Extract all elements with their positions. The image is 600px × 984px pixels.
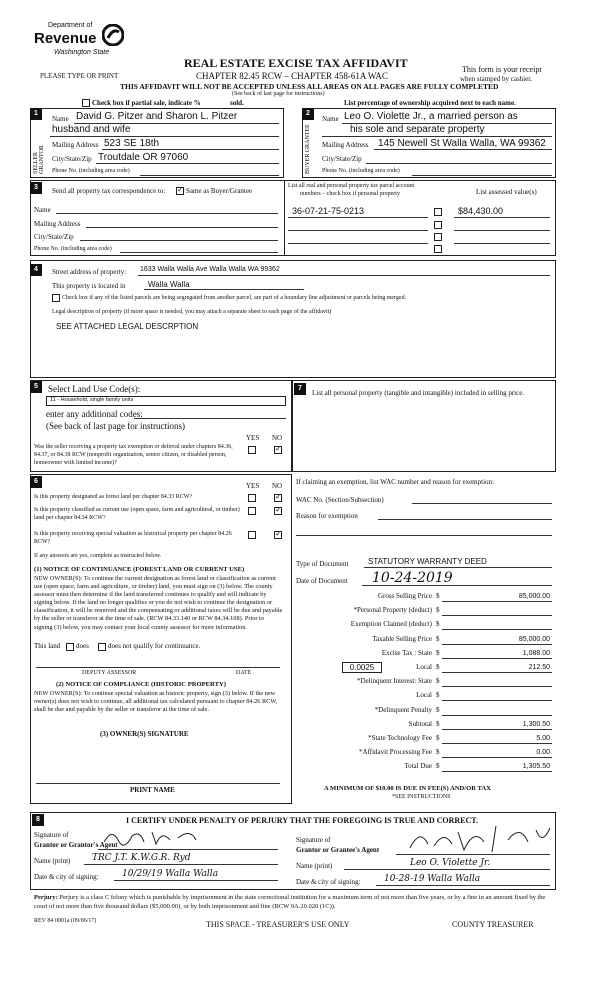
partial-sale-sold: sold. xyxy=(230,99,244,107)
tax-row-label: *Delinquent Penalty xyxy=(374,705,432,714)
tax-row-label: Exemption Claimed (deduct) xyxy=(350,620,432,629)
seller-mailing-value[interactable]: 523 SE 18th xyxy=(104,138,160,149)
parcel-pp-checkbox-4[interactable] xyxy=(434,245,442,253)
currency-symbol: $ xyxy=(436,663,440,671)
doc-type-label: Type of Document xyxy=(296,560,349,568)
tax-row-label: *Delinquent Interest: State xyxy=(356,677,432,686)
receipt-note-1: This form is your receipt xyxy=(462,65,542,74)
tax-row-label: Local xyxy=(416,663,432,671)
section-7-number: 7 xyxy=(294,383,306,395)
legal-value[interactable]: SEE ATTACHED LEGAL DESCRPTION xyxy=(56,322,199,331)
see-instructions-note: *SEE INSTRUCTIONS xyxy=(392,794,451,800)
located-value[interactable]: Walla Walla xyxy=(148,280,190,289)
doc-date-value[interactable]: 10-24-2019 xyxy=(372,570,453,586)
buyer-name-label: Name xyxy=(322,115,339,123)
seller-city-label: City/State/Zip xyxy=(52,155,92,163)
deputy-assessor-label: DEPUTY ASSESSOR xyxy=(82,670,137,676)
seller-name2-value[interactable]: husband and wife xyxy=(52,124,131,135)
currency-symbol: $ xyxy=(436,677,440,686)
currency-symbol: $ xyxy=(436,734,440,742)
current-use-no-checkbox[interactable] xyxy=(274,507,282,515)
tax-row-value[interactable]: 5.00 xyxy=(536,735,550,742)
sec5-no: NO xyxy=(272,434,283,442)
segregated-label: Check box if any of the listed parcels are being segregated from another parcel, are part of a boundary line adjustment or parcels being merged. xyxy=(62,295,407,301)
grantor-name-handwritten[interactable]: TRC J.T. K.W.G.R. Ryd xyxy=(92,853,191,863)
logo-line1: Department of xyxy=(48,22,93,29)
continuance-title: (1) NOTICE OF CONTINUANCE (FOREST LAND OR CURRENT USE) xyxy=(34,566,245,573)
grantee-agent-label: Grantor or Grantee's Agent xyxy=(296,846,380,854)
land-does-label: does xyxy=(76,642,89,650)
land-use-value: 11 - Household, single family units xyxy=(50,397,134,403)
doc-date-label: Date of Document xyxy=(296,577,348,585)
sec5-see-back: (See back of last page for instructions) xyxy=(46,421,185,431)
grantee-signature[interactable] xyxy=(404,822,554,854)
grantee-sig-label-1: Signature of xyxy=(296,836,331,844)
tax-row-label: *State Technology Fee xyxy=(368,734,432,742)
compliance-title: (2) NOTICE OF COMPLIANCE (HISTORIC PROPERTY) xyxy=(56,681,226,688)
street-label: Street address of property: xyxy=(52,268,127,276)
tax-row-label: Local xyxy=(416,691,432,700)
grantor-date-handwritten[interactable]: 10/29/19 Walla Walla xyxy=(122,869,219,879)
logo-mark-icon xyxy=(102,24,124,46)
tax-row-value[interactable]: 1,088.00 xyxy=(522,649,550,657)
form-warning: THIS AFFIDAVIT WILL NOT BE ACCEPTED UNLESS ALL AREAS ON ALL PAGES ARE FULLY COMPLETED xyxy=(120,82,499,91)
parcel-pp-checkbox-3[interactable] xyxy=(434,233,442,241)
current-use-question: Is this property classified as current use (open space, farm and agricultural, or timber) land per chapter 84.34 RCW? xyxy=(34,507,240,521)
tax-row-value[interactable]: 85,000.00 xyxy=(518,593,550,600)
street-value[interactable]: 1633 Walla Walla Ave Walla Walla WA 99362 xyxy=(140,266,280,273)
additional-codes-label: enter any additional codes: xyxy=(46,409,143,419)
historic-question: Is this property receiving special valuation as historical property per chapter 84.26 RCW? xyxy=(34,531,232,545)
local-rate-field[interactable]: 0.0025 xyxy=(342,662,382,673)
compliance-body: NEW OWNER(S): To continue special valuation as historic property, sign (3) below. If the new owner(s) does not wish to continue, all additional tax calculated pursuant to chapter 84.26 RCW, shall be due and payable by the seller or transferor at the time of sale. xyxy=(34,690,278,714)
tax-row-label: Excise Tax : State xyxy=(381,648,432,657)
section-3-number: 3 xyxy=(30,182,42,194)
tax-row-value[interactable]: 1,300.50 xyxy=(522,720,550,728)
section6-box xyxy=(30,474,292,804)
partial-sale-checkbox[interactable] xyxy=(82,99,90,107)
assessed-header: List assessed value(s) xyxy=(476,188,537,196)
grantee-date-label: Date & city of signing: xyxy=(296,878,361,886)
tax-row-label: *Affidavit Processing Fee xyxy=(359,748,432,757)
currency-symbol: $ xyxy=(436,762,440,771)
grantee-name-handwritten[interactable]: Leo O. Violette Jr. xyxy=(410,858,491,868)
section-2-number: 2 xyxy=(302,108,314,120)
dept-logo xyxy=(30,20,130,70)
buyer-name2-value[interactable]: his sole and separate property xyxy=(350,124,485,135)
print-note: PLEASE TYPE OR PRINT xyxy=(40,72,119,80)
segregated-checkbox[interactable] xyxy=(52,294,60,302)
section-8-number: 8 xyxy=(32,814,44,826)
buyer-phone-label: Phone No. (including area code) xyxy=(322,168,400,174)
same-as-buyer-label: Same as Buyer/Grantee xyxy=(186,187,253,195)
grantor-name-print-label: Name (print) xyxy=(34,857,71,865)
buyer-name-value[interactable]: Leo O. Violette Jr., a married person as xyxy=(344,111,518,122)
tax-row-label: Taxable Selling Price xyxy=(372,634,432,643)
currency-symbol: $ xyxy=(436,634,440,643)
see-back-note: (See back of last page for instructions) xyxy=(232,91,325,97)
exemption-yes-checkbox[interactable] xyxy=(248,446,256,454)
tax-row-value[interactable]: 1,305.50 xyxy=(522,763,550,771)
wac-label: WAC No. (Section/Subsection) xyxy=(296,496,384,504)
land-does-not-checkbox[interactable] xyxy=(98,643,106,651)
sec5-yes: YES xyxy=(246,434,260,442)
sec6-yes: YES xyxy=(246,482,260,490)
logo-line3: Washington State xyxy=(54,49,110,56)
treasurer-space: THIS SPACE - TREASURER'S USE ONLY xyxy=(206,920,350,929)
seller-city-value[interactable]: Troutdale OR 97060 xyxy=(98,152,189,163)
minimum-due-note: A MINIMUM OF $10.00 IS DUE IN FEE(S) AND/OR TAX xyxy=(324,785,491,792)
legal-label: Legal description of property (if more space is needed, you may attach a separate sheet to each page of the affidavit) xyxy=(52,309,332,315)
land-use-label: Select Land Use Code(s): xyxy=(48,384,141,394)
partial-sale-label: Check box if partial sale, indicate % xyxy=(92,99,201,107)
certify-statement: I CERTIFY UNDER PENALTY OF PERJURY THAT THE FOREGOING IS TRUE AND CORRECT. xyxy=(126,816,479,825)
located-label: This property is located in xyxy=(52,282,126,290)
section-6-number: 6 xyxy=(30,476,42,488)
historic-yes-checkbox[interactable] xyxy=(248,531,256,539)
grantor-signature[interactable] xyxy=(100,826,250,848)
parcel-pp-checkbox-2[interactable] xyxy=(434,221,442,229)
exemption-no-checkbox[interactable] xyxy=(274,446,282,454)
sec3-city-label: City/State/Zip xyxy=(34,233,74,241)
land-use-select[interactable] xyxy=(46,396,286,406)
currency-symbol: $ xyxy=(436,620,440,629)
assessed-value[interactable]: $84,430.00 xyxy=(458,206,504,216)
currency-symbol: $ xyxy=(436,592,440,600)
currency-symbol: $ xyxy=(436,719,440,728)
currency-symbol: $ xyxy=(436,648,440,657)
form-chapter: CHAPTER 82.45 RCW – CHAPTER 458-61A WAC xyxy=(196,71,388,81)
historic-no-checkbox[interactable] xyxy=(274,531,282,539)
tax-row-label: Gross Selling Price xyxy=(377,592,432,600)
forest-no-checkbox[interactable] xyxy=(274,494,282,502)
buyer-side-label: BUYER GRANTEE xyxy=(305,124,311,174)
currency-symbol: $ xyxy=(436,606,440,615)
same-as-buyer-checkbox[interactable] xyxy=(176,187,184,195)
current-use-yes-checkbox[interactable] xyxy=(248,507,256,515)
grantee-date-handwritten[interactable]: 10-28-19 Walla Walla xyxy=(384,874,481,884)
buyer-mailing-value[interactable]: 145 Newell St Walla Walla, WA 99362 xyxy=(378,138,546,149)
parcel-pp-checkbox-1[interactable] xyxy=(434,208,442,216)
land-does-checkbox[interactable] xyxy=(66,643,74,651)
list-pct-note: List percentage of ownership acquired next to each name. xyxy=(344,99,516,107)
logo-line2: Revenue xyxy=(34,30,97,47)
seller-side-label: SELLER GRANTOR xyxy=(33,145,45,174)
deputy-date-label: DATE xyxy=(236,670,252,676)
receipt-note-2: when stamped by cashier. xyxy=(460,75,532,83)
sec3-mailing-label: Mailing Address xyxy=(34,220,81,228)
parcel-header-2: numbers – check box if personal property xyxy=(300,191,400,197)
section-4-number: 4 xyxy=(30,264,42,276)
seller-phone-label: Phone No. (including area code) xyxy=(52,168,130,174)
section-5-number: 5 xyxy=(30,381,42,393)
grantee-name-print-label: Name (print) xyxy=(296,862,333,870)
county-treasurer: COUNTY TREASURER xyxy=(452,920,534,929)
send-correspondence-label: Send all property tax correspondence to: xyxy=(52,187,166,195)
tax-row-label: Total Due xyxy=(404,762,432,771)
print-name-label: PRINT NAME xyxy=(130,786,175,794)
continuance-body: NEW OWNER(S): To continue the current designation as forest land or classification as current use (open space, farm and agriculture, or timber) land, you must sign on (3) below. The county assessor must then determine if the land transferred continues to qualify and will indicate by signing below. If the land no longer qualifies or you do not wish to continue the designation or classification, it will be removed and the compensating or additional taxes will be due and payable by the seller or transferor at the time of sale. (RCW 84.33.140 or RCW 84.34.108). Prior to signing (3) below, you may contact your local county assessor for more information. xyxy=(34,575,283,631)
tax-row-value[interactable]: 212.50 xyxy=(528,664,550,671)
parcel-header-1: List all real and personal property tax parcel account xyxy=(288,183,415,189)
seller-name-value[interactable]: David G. Pitzer and Sharon L. Pitzer xyxy=(76,111,238,122)
this-land-label: This land xyxy=(34,642,61,650)
grantor-sig-label-1: Signature of xyxy=(34,831,69,839)
buyer-city-label: City/State/Zip xyxy=(322,155,362,163)
owner-signature-label: (3) OWNER(S) SIGNATURE xyxy=(100,730,189,738)
doc-type-value[interactable]: STATUTORY WARRANTY DEED xyxy=(368,557,487,566)
land-does-not-label: does not qualify for continuance. xyxy=(108,642,201,650)
grantor-date-label: Date & city of signing: xyxy=(34,873,99,881)
parcel-number[interactable]: 36-07-21-75-0213 xyxy=(292,206,365,216)
claim-exemption-label: If claiming an exemption, list WAC number and reason for exemption: xyxy=(296,478,494,486)
if-yes-note: If any answers are yes, complete as instructed below. xyxy=(34,553,162,559)
perjury-bold: Perjury: xyxy=(34,894,58,901)
tax-row-label: *Personal Property (deduct) xyxy=(353,606,432,615)
section-1-number: 1 xyxy=(30,108,42,120)
currency-symbol: $ xyxy=(436,691,440,700)
currency-symbol: $ xyxy=(436,705,440,714)
forest-yes-checkbox[interactable] xyxy=(248,494,256,502)
perjury-notice xyxy=(34,894,554,911)
tax-row-value[interactable]: 85,000.00 xyxy=(518,635,550,643)
forest-question: Is this property designated as forest land per chapter 84.33 RCW? xyxy=(34,494,193,500)
currency-symbol: $ xyxy=(436,748,440,757)
form-number: REV 84 0001a (09/06/17) xyxy=(34,918,97,924)
sec3-phone-label: Phone No. (including area code) xyxy=(34,246,112,252)
tax-row-label: Subtotal xyxy=(408,719,432,728)
tax-row-value[interactable]: 0.00 xyxy=(536,749,550,757)
buyer-mailing-label: Mailing Address xyxy=(322,141,369,149)
perjury-text: Perjury is a class C felony which is punishable by imprisonment in the state correctional institution for a maximum term of not more than five years, or by a fine in an amount fixed by the court of not more than five thousand dollars ($5,000.00), or by both imprisonment and fine (RCW 9A.20.020 (1C)). xyxy=(34,894,546,910)
form-title: REAL ESTATE EXCISE TAX AFFIDAVIT xyxy=(184,56,408,70)
exemption-question: Was the seller receiving a property tax exemption or deferral under chapters 84.36, 84.37, or 84.38 RCW (nonprofit organization, senior citizen, or disabled person, homeowner with limited income)? xyxy=(34,444,233,466)
personal-property-label: List all personal property (tangible and intangible) included in selling price. xyxy=(312,389,525,397)
grantor-agent-label: Grantor or Grantor's Agent xyxy=(34,841,118,849)
section4-box xyxy=(30,260,556,378)
sec3-name-label: Name xyxy=(34,206,51,214)
tax-table xyxy=(296,592,556,802)
seller-name-label: Name xyxy=(52,115,69,123)
seller-mailing-label: Mailing Address xyxy=(52,141,99,149)
reason-label: Reason for exemption xyxy=(296,512,358,520)
sec6-no: NO xyxy=(272,482,283,490)
